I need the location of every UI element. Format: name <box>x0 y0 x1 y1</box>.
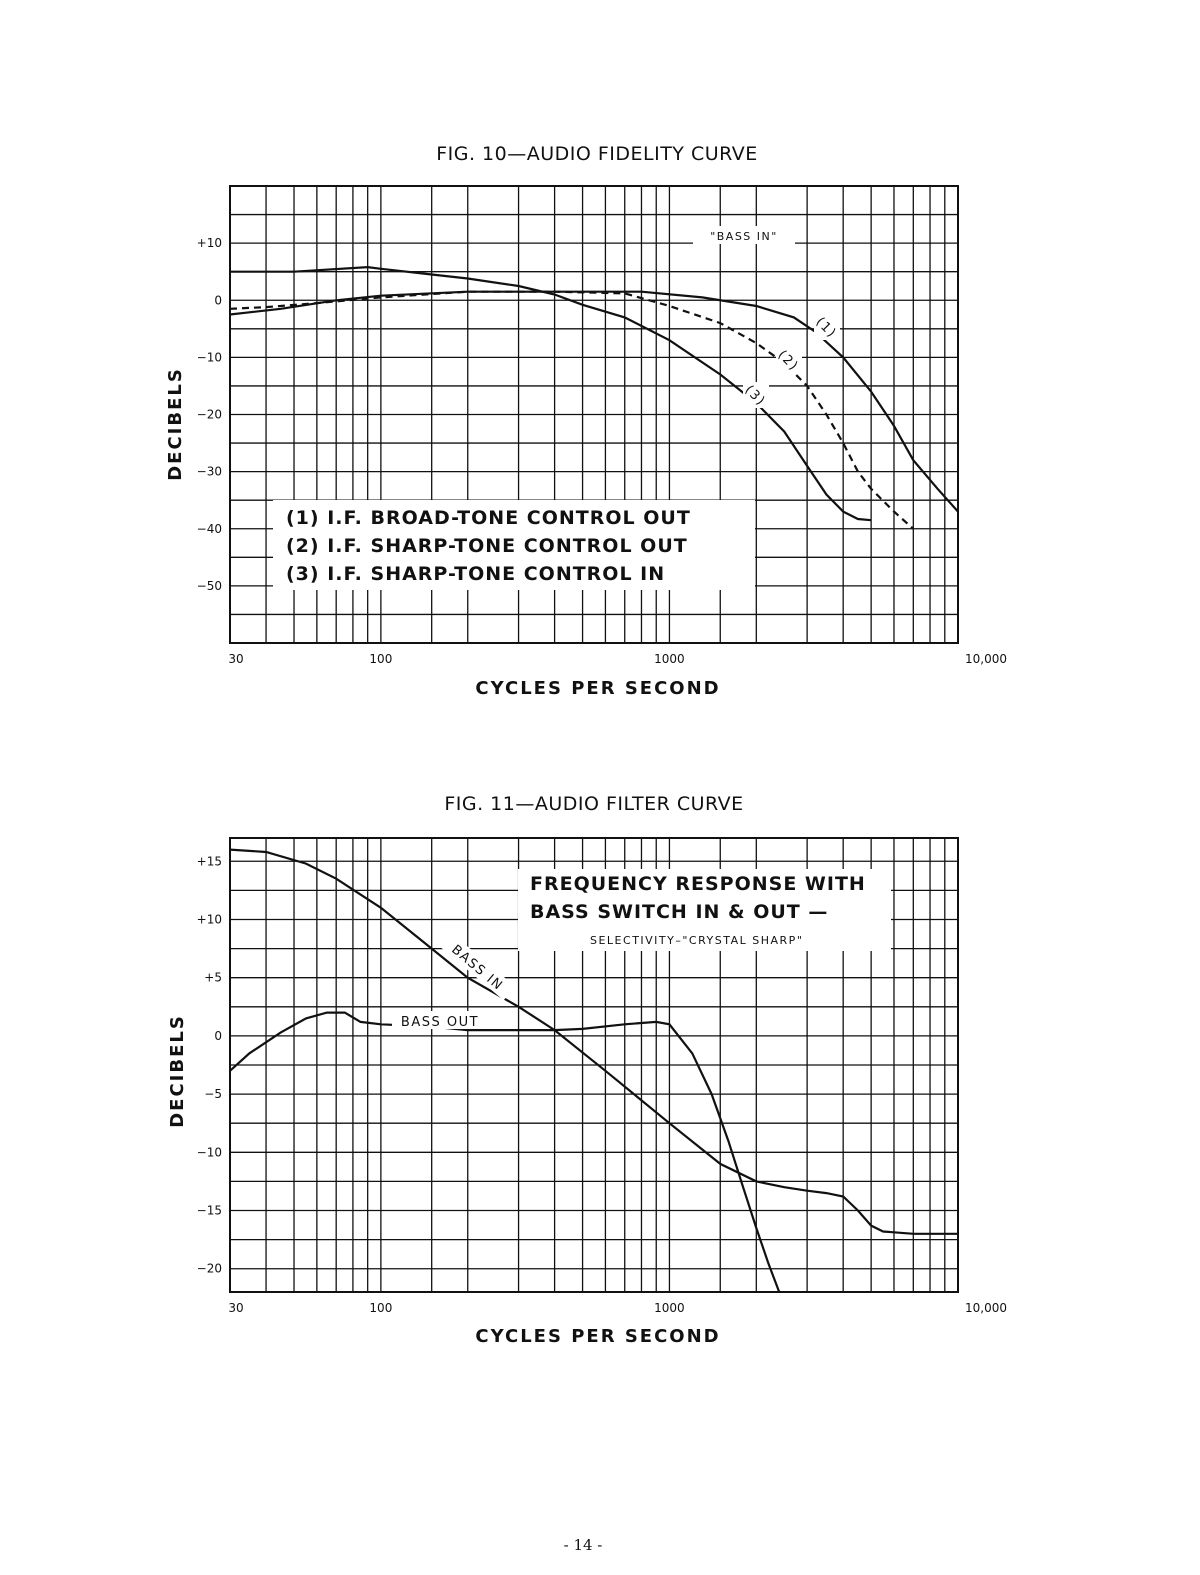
fig11-x-ticks <box>228 1301 1007 1315</box>
y-tick-label: +15 <box>196 854 222 869</box>
fig10-title: FIG. 10—AUDIO FIDELITY CURVE <box>436 143 758 165</box>
x-tick-label: 1000 <box>654 652 685 666</box>
y-tick-label: −50 <box>196 578 222 593</box>
x-tick-label: 100 <box>369 652 393 666</box>
fig10-curves <box>230 267 958 529</box>
y-tick-label: −30 <box>196 464 222 479</box>
y-tick-label: −20 <box>196 407 222 422</box>
y-tick-label: −40 <box>196 521 222 536</box>
fig10-chart <box>165 186 1007 699</box>
fig11-chart <box>167 838 1007 1347</box>
page-number: - 14 - <box>563 1536 603 1554</box>
x-tick-label: 10,000 <box>965 652 1007 666</box>
fig11-y-ticks <box>197 854 222 1275</box>
x-tick-label: 30 <box>228 652 244 666</box>
y-tick-label: 0 <box>214 293 222 308</box>
y-tick-label: −10 <box>196 1145 222 1160</box>
fig11-title: FIG. 11—AUDIO FILTER CURVE <box>444 793 744 815</box>
y-tick-label: +10 <box>196 236 222 251</box>
x-tick-label: 10,000 <box>965 1301 1007 1315</box>
fig10-y-ticks <box>197 236 222 593</box>
y-tick-label: −10 <box>196 350 222 365</box>
fig10-y-axis-label: DECIBELS <box>165 367 186 481</box>
x-tick-label: 100 <box>369 1301 393 1315</box>
fig10-legend <box>273 500 755 590</box>
fig10-legend-item-2: (2) I.F. SHARP-TONE CONTROL OUT <box>286 535 688 557</box>
series-2 <box>230 292 913 529</box>
fig10-legend-item-1: (1) I.F. BROAD-TONE CONTROL OUT <box>286 507 691 529</box>
fig11-label-bass-out: BASS OUT <box>400 1015 480 1030</box>
y-tick-label: +10 <box>196 912 222 927</box>
fig10-annotation: "BASS IN" <box>710 230 778 243</box>
y-tick-label: −20 <box>196 1261 222 1276</box>
fig11-annotation-sub: SELECTIVITY–"CRYSTAL SHARP" <box>590 934 804 947</box>
fig10-curve-label-1: (1) <box>812 314 840 342</box>
fig11-annotation <box>518 869 891 951</box>
fig10-x-ticks <box>228 652 1007 666</box>
series-3 <box>230 267 871 520</box>
fig10-x-axis-label: CYCLES PER SECOND <box>475 678 721 699</box>
y-tick-label: −5 <box>204 1087 222 1102</box>
y-tick-label: 0 <box>214 1028 222 1043</box>
fig10-curve-label-2: (2) <box>774 347 802 375</box>
x-tick-label: 1000 <box>654 1301 685 1315</box>
fig11-label-bass-in: BASS IN <box>448 942 506 994</box>
x-tick-label: 30 <box>228 1301 244 1315</box>
y-tick-label: +5 <box>204 970 222 985</box>
y-tick-label: −15 <box>196 1203 222 1218</box>
fig11-x-axis-label: CYCLES PER SECOND <box>475 1326 721 1347</box>
fig10-legend-item-3: (3) I.F. SHARP-TONE CONTROL IN <box>286 563 666 585</box>
fig11-y-axis-label: DECIBELS <box>167 1014 188 1128</box>
fig11-annotation-line-1: FREQUENCY RESPONSE WITH <box>530 873 866 895</box>
series-1 <box>230 292 958 512</box>
fig11-annotation-line-2: BASS SWITCH IN & OUT — <box>530 901 829 923</box>
fig10-curve-label-3: (3) <box>741 382 769 410</box>
